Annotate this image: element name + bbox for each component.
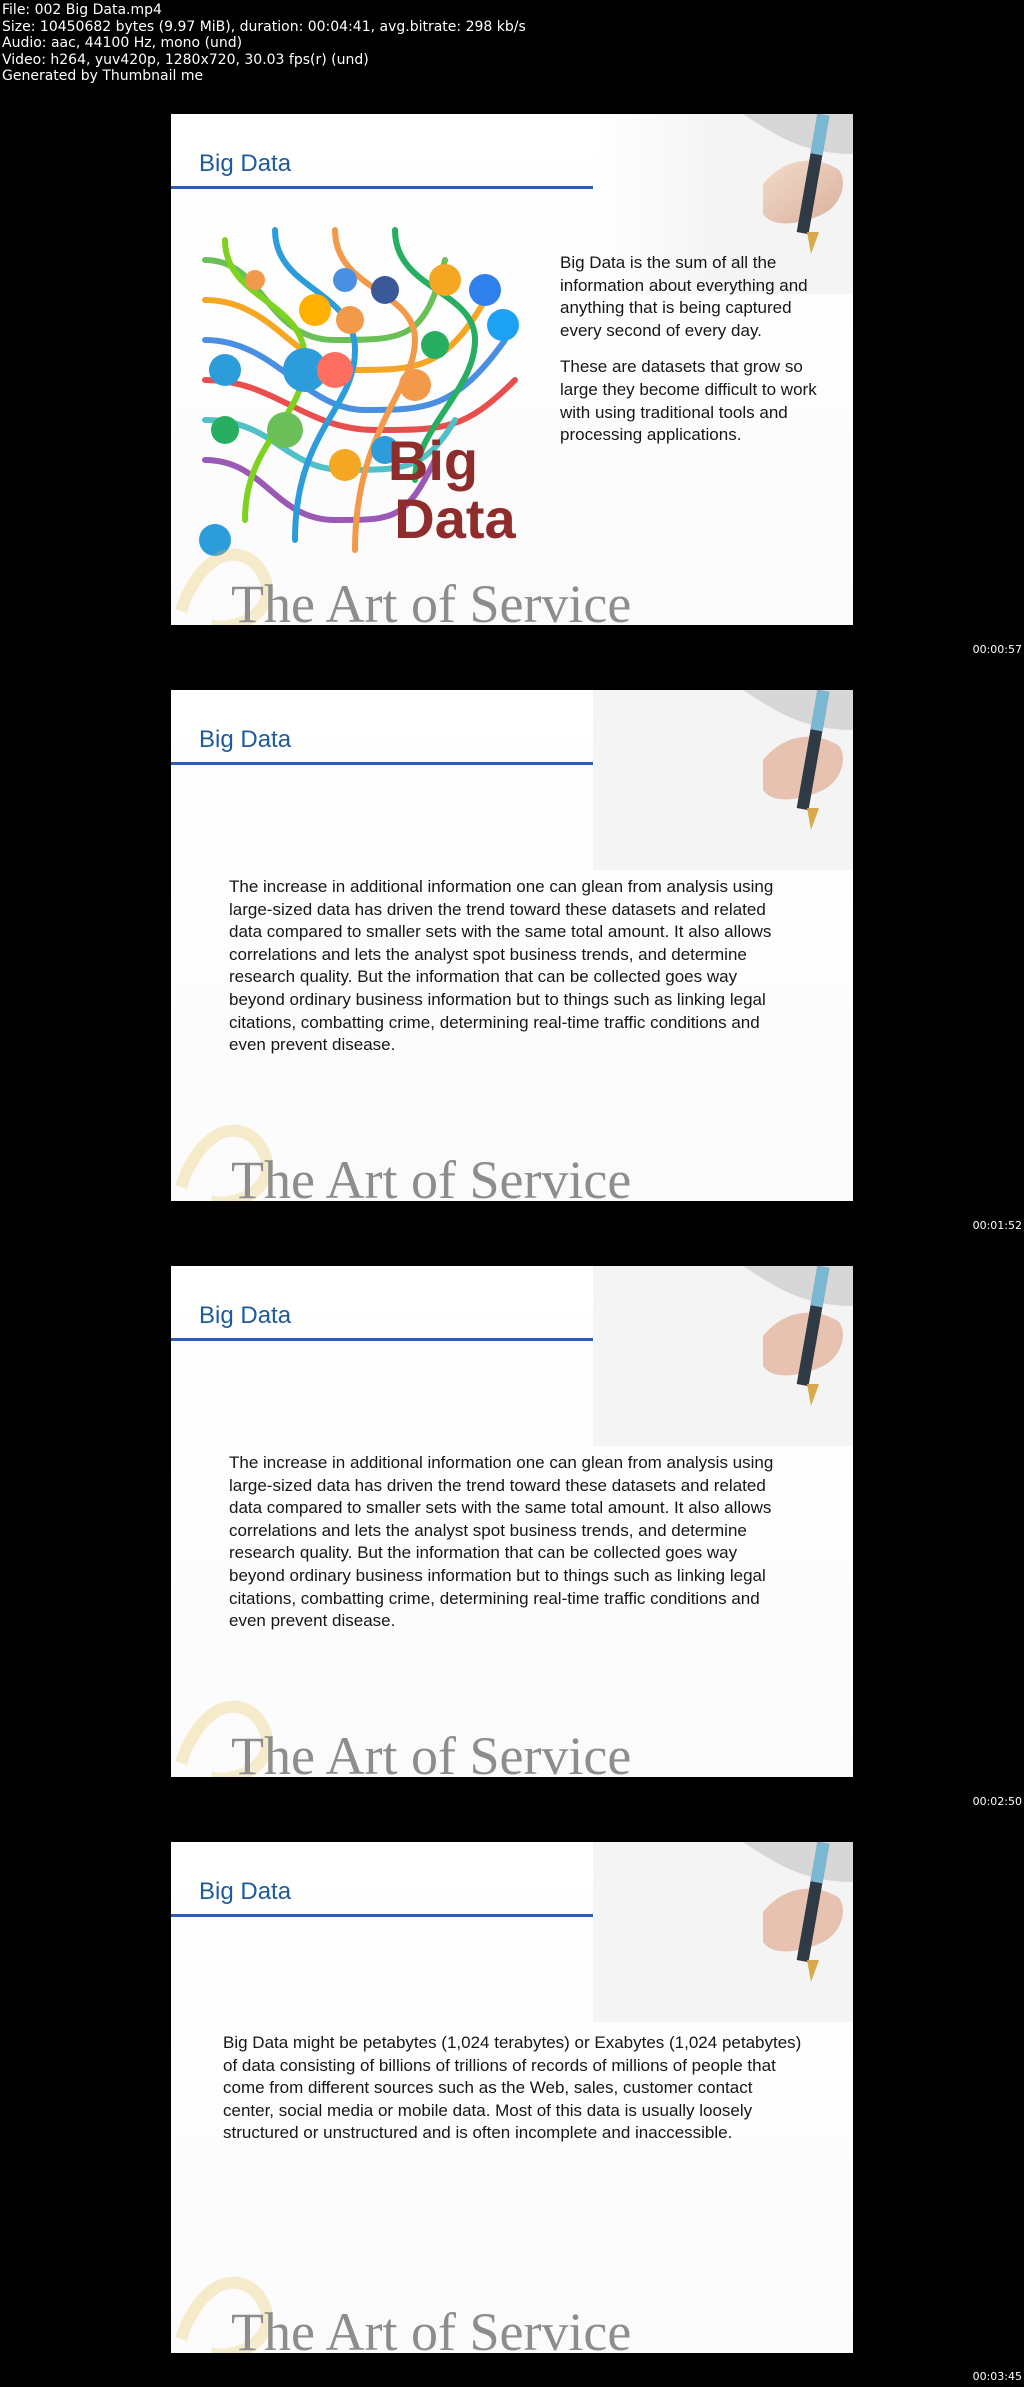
- slide-title: Big Data: [199, 1878, 292, 1905]
- slide-paragraph: Big Data is the sum of all the information about everything and anything that is being captured every second of every day.: [560, 253, 808, 340]
- meta-size: Size: 10450682 bytes (9.97 MiB), duration: 00:04:41, avg.bitrate: 298 kb/s: [2, 18, 526, 35]
- slide-thumbnail-2: [171, 690, 853, 1201]
- slide-paragraph: The increase in additional information one can glean from analysis using large-sized data has driven the trend toward these datasets and related data compared to smaller sets with the same total amount. It also allows correlations and lets the analyst spot business trends, and determine research quality. But the information that can be collected goes way beyond ordinary business information but to things such as linking legal citations, combatting crime, determining real-time traffic conditions and even prevent disease.: [229, 877, 774, 1055]
- watermark-text: The Art of Service: [231, 2302, 632, 2353]
- meta-generated: Generated by Thumbnail me: [2, 68, 204, 84]
- infographic-big-label: Big: [387, 429, 479, 492]
- timestamp: 00:03:45: [972, 2370, 1022, 2383]
- slide-title: Big Data: [199, 1302, 292, 1329]
- title-underline: [171, 762, 598, 765]
- slide-paragraph: These are datasets that grow so large they become difficult to work with using traditional tools and processing applications.: [560, 357, 817, 445]
- big-data-infographic: [185, 220, 535, 565]
- hand-pen-image: [593, 1842, 853, 2022]
- video-metadata: [2, 2, 526, 85]
- slide-thumbnail-4: [171, 1842, 853, 2353]
- timestamp: 00:00:57: [972, 643, 1022, 656]
- slide-body: [229, 876, 789, 1071]
- title-underline: [171, 1914, 598, 1917]
- title-underline: [171, 186, 598, 189]
- slide-thumbnail-1: [171, 114, 853, 625]
- watermark-text: The Art of Service: [231, 1726, 632, 1777]
- meta-file: File: 002 Big Data.mp4: [2, 2, 162, 18]
- meta-video: Video: h264, yuv420p, 1280x720, 30.03 fps(r) (und): [2, 51, 369, 68]
- meta-audio: Audio: aac, 44100 Hz, mono (und): [2, 35, 243, 51]
- slide-title: Big Data: [199, 726, 292, 753]
- timestamp: 00:01:52: [972, 1219, 1022, 1232]
- infographic-data-label: Data: [394, 487, 516, 550]
- hand-pen-image: [593, 690, 853, 870]
- slide-paragraph: Big Data might be petabytes (1,024 terabytes) or Exabytes (1,024 petabytes) of data consisting of billions of trillions of records of millions of people that come from different sources such as the Web, sales, customer contact center, social media or mobile data. Most of this data is usually loosely structured or unstructured and is often incomplete and inaccessible.: [223, 2033, 802, 2143]
- hand-pen-image: [593, 1266, 853, 1446]
- slide-body: [560, 252, 820, 461]
- slide-thumbnail-3: [171, 1266, 853, 1777]
- watermark-text: The Art of Service: [231, 1150, 632, 1201]
- slide-title: Big Data: [199, 150, 292, 177]
- watermark-text: The Art of Service: [231, 574, 632, 625]
- slide-paragraph: The increase in additional information one can glean from analysis using large-sized data has driven the trend toward these datasets and related data compared to smaller sets with the same total amount. It also allows correlations and lets the analyst spot business trends, and determine research quality. But the information that can be collected goes way beyond ordinary business information but to things such as linking legal citations, combatting crime, determining real-time traffic conditions and even prevent disease.: [229, 1453, 774, 1631]
- slide-body: [229, 1452, 789, 1647]
- title-underline: [171, 1338, 598, 1341]
- slide-body: [223, 2032, 803, 2159]
- timestamp: 00:02:50: [972, 1795, 1022, 1808]
